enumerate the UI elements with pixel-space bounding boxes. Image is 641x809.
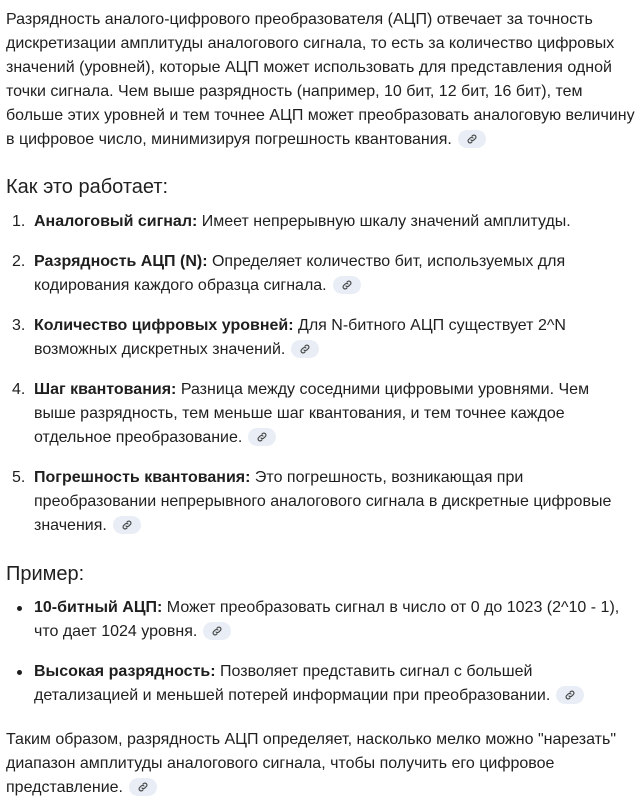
link-icon	[466, 133, 478, 145]
list-number: 3.	[12, 317, 26, 334]
steps-list	[6, 210, 635, 554]
intro-paragraph	[6, 8, 635, 152]
source-link-chip[interactable]	[556, 686, 584, 704]
examples-list	[6, 596, 635, 724]
source-link-chip[interactable]	[458, 130, 486, 148]
list-item	[6, 378, 635, 450]
item-text: Может преобразовать сигнал в число от 0 до 1023 (2^10 - 1), что дает 1024 уровня.	[34, 599, 620, 640]
link-icon	[211, 625, 223, 637]
item-term: Шаг квантования:	[34, 381, 177, 398]
item-text: Разница между соседними цифровыми уровнями. Чем выше разрядность, тем меньше шаг квантования, и тем точнее каждое отдельное преобразование.	[34, 381, 590, 446]
list-number: 5.	[12, 469, 26, 486]
item-text: Имеет непрерывную шкалу значений амплитуды.	[197, 213, 571, 230]
list-item	[6, 314, 635, 362]
source-link-chip[interactable]	[203, 622, 231, 640]
list-item	[6, 250, 635, 298]
source-link-chip[interactable]	[291, 340, 319, 358]
item-text: Позволяет представить сигнал с большей детализацией и меньшей потерей информации при преобразовании.	[34, 663, 551, 704]
list-number: 2.	[12, 253, 26, 270]
item-term: 10-битный АЦП:	[34, 599, 163, 616]
bullet-icon	[17, 606, 22, 611]
how-it-works-heading: Как это работает:	[6, 176, 169, 198]
outro-text: Таким образом, разрядность АЦП определяет, насколько мелко можно "нарезать" диапазон амплитуды аналогового сигнала, чтобы получить его цифровое представление.	[6, 731, 617, 796]
list-item	[6, 210, 635, 234]
list-item	[6, 660, 635, 708]
outro-paragraph	[6, 728, 635, 800]
list-number: 1.	[12, 213, 26, 230]
bullet-icon	[17, 670, 22, 675]
item-term: Высокая разрядность:	[34, 663, 216, 680]
source-link-chip[interactable]	[129, 778, 157, 796]
list-number: 4.	[12, 381, 26, 398]
source-link-chip[interactable]	[333, 276, 361, 294]
example-heading: Пример:	[6, 563, 85, 585]
link-icon	[564, 689, 576, 701]
item-term: Разрядность АЦП (N):	[34, 253, 208, 270]
list-item	[6, 596, 635, 644]
source-link-chip[interactable]	[113, 516, 141, 534]
intro-text: Разрядность аналого-цифрового преобразователя (АЦП) отвечает за точность дискретизации амплитуды аналогового сигнала, то есть за количество цифровых значений (уровней), которые АЦП может использовать для представления одной точки сигнала. Чем выше разрядность (например, 10 бит, 12 бит, 16 бит), тем больше этих уровней и тем точнее АЦП может преобразовать аналоговую величину в цифровое число, минимизируя погрешность квантования.	[6, 11, 635, 148]
item-term: Погрешность квантования:	[34, 469, 251, 486]
item-term: Аналоговый сигнал:	[34, 213, 198, 230]
item-text: Это погрешность, возникающая при преобразовании непрерывного аналогового сигнала в дискретные цифровые значения.	[34, 469, 612, 534]
item-term: Количество цифровых уровней:	[34, 317, 294, 334]
link-icon	[137, 781, 149, 793]
item-text: Для N-битного АЦП существует 2^N возможных дискретных значений.	[34, 317, 566, 358]
source-link-chip[interactable]	[248, 428, 276, 446]
link-icon	[341, 279, 353, 291]
item-text: Определяет количество бит, используемых для кодирования каждого образца сигнала.	[34, 253, 566, 294]
link-icon	[299, 343, 311, 355]
link-icon	[121, 519, 133, 531]
list-item	[6, 466, 635, 538]
link-icon	[256, 431, 268, 443]
